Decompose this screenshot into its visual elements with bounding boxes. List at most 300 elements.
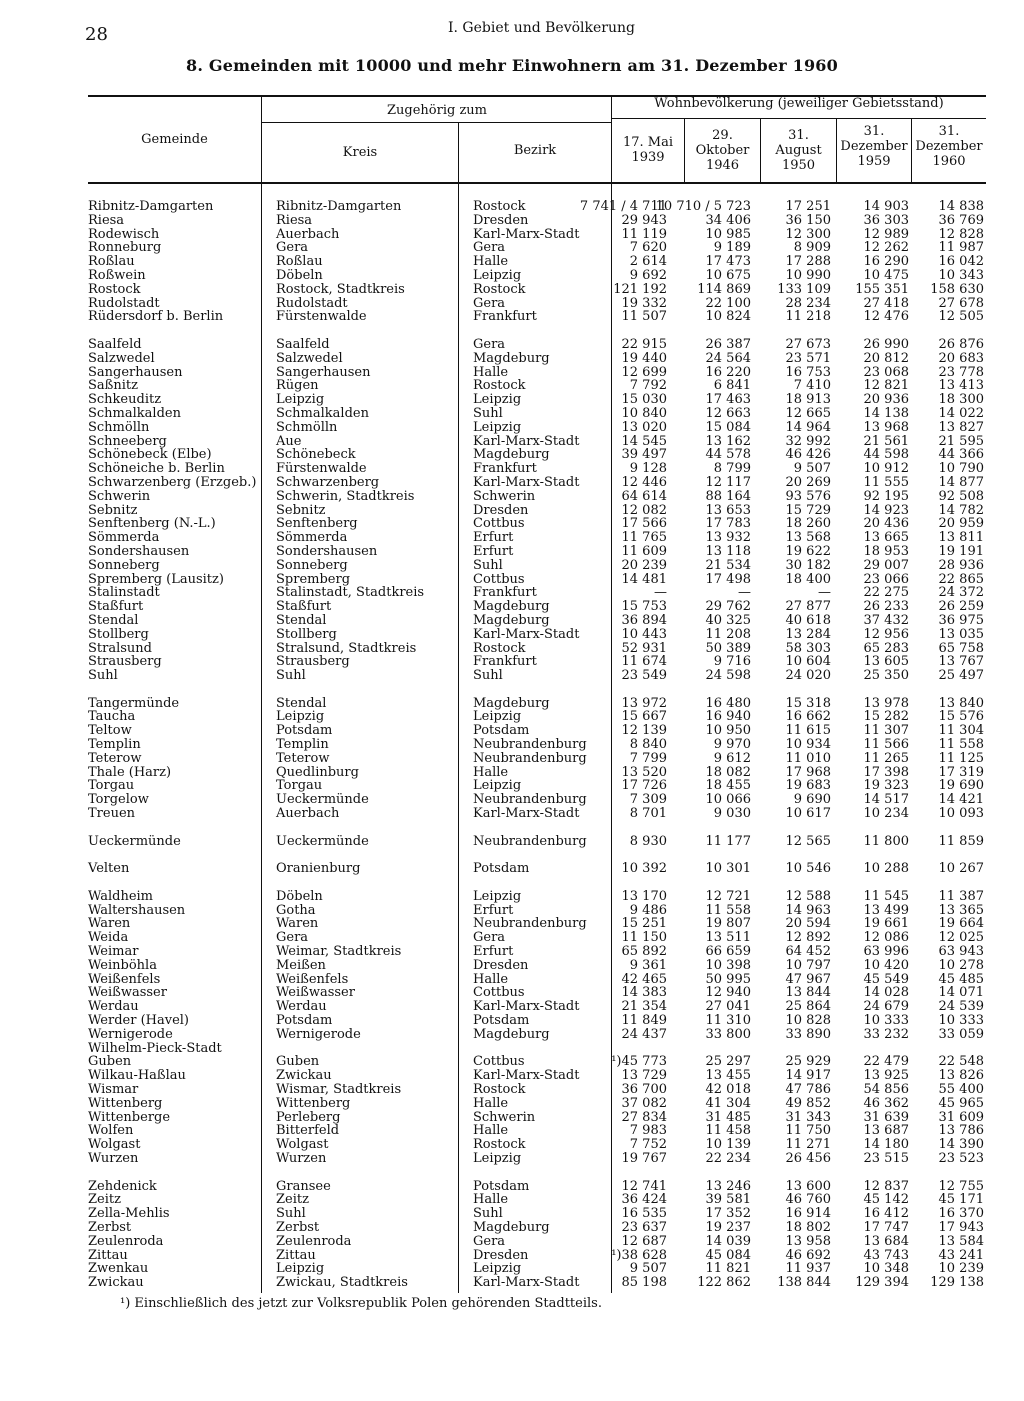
pop-1959-cell: 14 180 [863, 1137, 909, 1153]
header-date-1960: 31. Dezember 1960 [915, 124, 983, 169]
pop-1939-cell: 64 614 [621, 488, 667, 504]
pop-1960-cell: 11 987 [938, 240, 984, 256]
pop-1950-cell: 25 929 [785, 1054, 831, 1070]
pop-1946-cell: 13 653 [705, 502, 751, 518]
pop-1939-cell: 11 119 [621, 226, 667, 242]
pop-1960-cell: 11 304 [938, 723, 984, 739]
gemeinde-cell: Senftenberg (N.-L.) [88, 516, 216, 532]
kreis-cell: Sonneberg [276, 557, 348, 573]
bezirk-cell: Rostock [473, 199, 526, 214]
pop-1939-cell: 36 424 [621, 1192, 667, 1208]
table-row [0, 393, 1024, 407]
pop-1960-cell: 16 042 [938, 254, 984, 270]
bezirk-cell: Cottbus [473, 1054, 525, 1070]
pop-1950-cell: 28 234 [785, 295, 831, 311]
gemeinde-cell: Zwickau [88, 1275, 144, 1291]
pop-1946-cell: 10 675 [705, 267, 751, 283]
pop-1960-cell: 10 790 [938, 461, 984, 477]
gemeinde-cell: Zehdenick [88, 1178, 157, 1194]
group-spacer [0, 821, 1024, 835]
pop-1946-cell: 31 485 [705, 1109, 751, 1125]
pop-1946-cell: 88 164 [705, 488, 751, 504]
pop-1946-cell: 27 041 [705, 999, 751, 1015]
pop-1939-cell: 42 465 [621, 971, 667, 987]
pop-1946-cell: 50 995 [705, 971, 751, 987]
kreis-cell: Zwickau [276, 1068, 332, 1084]
table-title: 8. Gemeinden mit 10000 und mehr Einwohnern am 31. Dezember 1960 [186, 56, 838, 75]
kreis-cell: Suhl [276, 1206, 306, 1222]
kreis-cell: Fürstenwalde [276, 309, 367, 325]
pop-1959-cell: 13 499 [863, 902, 909, 918]
bezirk-cell: Dresden [473, 212, 529, 228]
gemeinde-cell: Saßnitz [88, 378, 138, 394]
pop-1959-cell: 12 989 [863, 226, 909, 242]
header-bezirk: Bezirk [513, 143, 557, 158]
pop-1939-cell: 22 915 [621, 336, 667, 352]
pop-1960-cell: 45 965 [938, 1095, 984, 1111]
pop-1950-cell: 14 964 [785, 419, 831, 435]
pop-1960-cell: 12 828 [938, 226, 984, 242]
header-subrule-zugehoerig [262, 122, 612, 123]
pop-1939-cell: 11 150 [621, 930, 667, 946]
kreis-cell: Sömmerda [276, 530, 348, 546]
pop-1939-cell: 9 486 [629, 902, 667, 918]
table-row [0, 724, 1024, 738]
bezirk-cell: Suhl [473, 1206, 503, 1222]
pop-1939-cell: 17 566 [621, 516, 667, 532]
pop-1939-cell: 11 507 [621, 309, 667, 325]
gemeinde-cell: Wilhelm-Pieck-Stadt [88, 1040, 222, 1056]
kreis-cell: Schmalkalden [276, 405, 369, 421]
bezirk-cell: Gera [473, 295, 506, 311]
pop-1959-cell: 22 479 [863, 1054, 909, 1070]
pop-1950-cell: 16 753 [785, 364, 831, 380]
pop-1960-cell: 17 319 [938, 764, 984, 780]
bezirk-cell: Magdeburg [473, 599, 550, 615]
kreis-cell: Meißen [276, 957, 326, 973]
pop-1950-cell: 58 303 [785, 640, 831, 656]
pop-1959-cell: 13 968 [863, 419, 909, 435]
pop-1950-cell: 31 343 [785, 1109, 831, 1125]
kreis-cell: Stendal [276, 612, 327, 628]
pop-1946-cell: 16 940 [705, 709, 751, 725]
gemeinde-cell: Rostock [88, 281, 141, 297]
pop-1946-cell: 15 084 [705, 419, 751, 435]
gemeinde-cell: Staßfurt [88, 599, 144, 615]
pop-1939-cell: 13 972 [621, 695, 667, 711]
gemeinde-cell: Wilkau-Haßlau [88, 1068, 186, 1084]
bezirk-cell: Dresden [473, 502, 529, 518]
gemeinde-cell: Ribnitz-Damgarten [88, 199, 214, 214]
pop-1946-cell: 10 824 [705, 309, 751, 325]
header-wohnbevoelkerung: Wohnbevölkerung (jeweiliger Gebietsstand) [654, 96, 944, 111]
pop-1950-cell: 11 271 [785, 1137, 831, 1153]
gemeinde-cell: Strausberg [88, 654, 162, 670]
pop-1959-cell: 12 086 [863, 930, 909, 946]
bezirk-cell: Karl-Marx-Stadt [473, 626, 580, 642]
table-row [0, 462, 1024, 476]
pop-1959-cell: 11 800 [863, 833, 909, 849]
pop-1959-cell: 12 837 [863, 1178, 909, 1194]
pop-1960-cell: 19 664 [938, 916, 984, 932]
pop-1939-cell: 12 687 [621, 1233, 667, 1249]
header-bottom-rule [88, 182, 986, 184]
pop-1939-cell: 15 753 [621, 599, 667, 615]
kreis-cell: Senftenberg [276, 516, 358, 532]
pop-1946-cell: 42 018 [705, 1082, 751, 1097]
pop-1946-cell: 33 800 [705, 1026, 751, 1042]
pop-1960-cell: 19 690 [938, 778, 984, 794]
gemeinde-cell: Wernigerode [88, 1026, 173, 1042]
kreis-cell: Döbeln [276, 267, 323, 283]
kreis-cell: Spremberg [276, 571, 351, 587]
table-row [0, 890, 1024, 904]
table-row [0, 1097, 1024, 1111]
bezirk-cell: Neubrandenburg [473, 750, 587, 766]
group-spacer [0, 876, 1024, 890]
pop-1950-cell: 47 786 [785, 1082, 831, 1097]
pop-1946-cell: 17 473 [705, 254, 751, 270]
pop-1950-cell: 19 683 [785, 778, 831, 794]
pop-1959-cell: 19 661 [863, 916, 909, 932]
bezirk-cell: Karl-Marx-Stadt [473, 1275, 580, 1291]
pop-1946-cell: 13 162 [705, 433, 751, 449]
bezirk-cell: Magdeburg [473, 612, 550, 628]
pop-1959-cell: 17 747 [863, 1219, 909, 1235]
page-number: 28 [85, 24, 108, 45]
table-row [0, 255, 1024, 269]
header-gemeinde: Gemeinde [141, 132, 208, 147]
pop-1959-cell: 45 549 [863, 971, 909, 987]
pop-1946-cell: 13 246 [705, 1178, 751, 1194]
pop-1959-cell: 20 812 [863, 350, 909, 366]
bezirk-cell: Magdeburg [473, 695, 550, 711]
pop-1950-cell: 46 692 [785, 1247, 831, 1263]
gemeinde-cell: Sonneberg [88, 557, 160, 573]
pop-1946-cell: 24 564 [705, 350, 751, 366]
pop-1959-cell: 129 394 [855, 1275, 909, 1291]
pop-1959-cell: 12 476 [863, 309, 909, 325]
pop-1946-cell: 13 118 [705, 543, 751, 559]
kreis-cell: Zerbst [276, 1219, 320, 1235]
pop-1939-cell: 8 840 [629, 737, 667, 753]
bezirk-cell: Halle [473, 364, 509, 380]
pop-1946-cell: 12 721 [705, 888, 751, 904]
pop-1960-cell: 13 827 [938, 419, 984, 435]
pop-1950-cell: 49 852 [785, 1095, 831, 1111]
pop-1959-cell: 26 233 [863, 599, 909, 615]
pop-1959-cell: 31 639 [863, 1109, 909, 1125]
gemeinde-cell: Torgelow [88, 792, 149, 808]
bezirk-cell: Schwerin [473, 488, 536, 504]
gemeinde-cell: Waldheim [88, 888, 154, 904]
pop-1959-cell: 11 566 [863, 737, 909, 753]
gemeinde-cell: Schöneiche b. Berlin [88, 461, 225, 477]
table-row [0, 338, 1024, 352]
bezirk-cell: Gera [473, 1233, 506, 1249]
kreis-cell: Strausberg [276, 654, 350, 670]
kreis-cell: Gera [276, 930, 309, 946]
pop-1959-cell: 14 138 [863, 405, 909, 421]
gemeinde-cell: Wolgast [88, 1137, 141, 1153]
kreis-cell: Döbeln [276, 888, 323, 904]
pop-1959-cell: 19 323 [863, 778, 909, 794]
bezirk-cell: Magdeburg [473, 447, 550, 463]
pop-1939-cell: 17 726 [621, 778, 667, 794]
pop-1960-cell: 20 959 [938, 516, 984, 532]
pop-1946-cell: 10 398 [705, 957, 751, 973]
pop-1939-cell: 16 535 [621, 1206, 667, 1222]
bezirk-cell: Karl-Marx-Stadt [473, 226, 580, 242]
table-row [0, 1083, 1024, 1097]
table-row [0, 793, 1024, 807]
pop-1950-cell: 18 260 [785, 516, 831, 532]
pop-1946-cell: 50 389 [705, 640, 751, 656]
pop-1960-cell: 22 548 [938, 1054, 984, 1070]
bezirk-cell: Leipzig [473, 1261, 522, 1277]
kreis-cell: Schmölln [276, 419, 338, 435]
bezirk-cell: Potsdam [473, 723, 530, 739]
pop-1946-cell: 22 234 [705, 1150, 751, 1166]
pop-1959-cell: 12 956 [863, 626, 909, 642]
kreis-cell: Rügen [276, 378, 319, 394]
pop-1950-cell: 46 760 [785, 1192, 831, 1208]
gemeinde-cell: Weißenfels [88, 971, 161, 987]
pop-1960-cell: 14 071 [938, 985, 984, 1001]
pop-1950-cell: 8 909 [793, 240, 831, 256]
pop-1959-cell: 11 545 [863, 888, 909, 904]
pop-1959-cell: 10 912 [863, 461, 909, 477]
pop-1946-cell: 11 458 [705, 1123, 751, 1139]
table-row [0, 1235, 1024, 1249]
gemeinde-cell: Sondershausen [88, 543, 190, 559]
pop-1950-cell: 47 967 [785, 971, 831, 987]
pop-1960-cell: 24 539 [938, 999, 984, 1015]
gemeinde-cell: Weida [88, 930, 129, 946]
pop-1950-cell: 18 802 [785, 1219, 831, 1235]
table-row [0, 1000, 1024, 1014]
bezirk-cell: Potsdam [473, 1178, 530, 1194]
pop-1960-cell: 12 505 [938, 309, 984, 325]
pop-1939-cell: 11 849 [621, 1013, 667, 1029]
bezirk-cell: Magdeburg [473, 1219, 550, 1235]
pop-1939-cell: 9 507 [629, 1261, 667, 1277]
table-row [0, 531, 1024, 545]
pop-1959-cell: 26 990 [863, 336, 909, 352]
pop-1950-cell: 138 844 [777, 1275, 831, 1291]
gemeinde-cell: Stalinstadt [88, 585, 160, 601]
header-subrule-wohnbev [612, 118, 986, 119]
pop-1959-cell: 23 515 [863, 1150, 909, 1166]
bezirk-cell: Dresden [473, 1247, 529, 1263]
pop-1950-cell: 11 615 [785, 723, 831, 739]
bezirk-cell: Halle [473, 1192, 509, 1208]
pop-1939-cell: — [654, 585, 667, 601]
pop-1939-cell: 9 692 [629, 267, 667, 283]
pop-1946-cell: 11 558 [705, 902, 751, 918]
table-row [0, 1249, 1024, 1263]
table-row [0, 614, 1024, 628]
gemeinde-cell: Waltershausen [88, 902, 186, 918]
pop-1950-cell: 15 318 [785, 695, 831, 711]
pop-1946-cell: 10 985 [705, 226, 751, 242]
table-row [0, 421, 1024, 435]
pop-1939-cell: 36 700 [621, 1082, 667, 1097]
table-row [0, 297, 1024, 311]
bezirk-cell: Rostock [473, 378, 526, 394]
pop-1939-cell: ¹)38 628 [611, 1247, 667, 1263]
pop-1946-cell: 18 455 [705, 778, 751, 794]
pop-1950-cell: 33 890 [785, 1026, 831, 1042]
pop-1960-cell: 13 584 [938, 1233, 984, 1249]
bezirk-cell: Dresden [473, 957, 529, 973]
gemeinde-cell: Sömmerda [88, 530, 160, 546]
pop-1959-cell: 15 282 [863, 709, 909, 725]
kreis-cell: Ueckermünde [276, 833, 369, 849]
pop-1960-cell: 13 826 [938, 1068, 984, 1084]
gemeinde-cell: Zeitz [88, 1192, 121, 1208]
pop-1939-cell: 12 741 [621, 1178, 667, 1194]
pop-1959-cell: 16 412 [863, 1206, 909, 1222]
table-row [0, 352, 1024, 366]
pop-1960-cell: 21 595 [938, 433, 984, 449]
bezirk-cell: Frankfurt [473, 309, 537, 325]
kreis-cell: Leipzig [276, 392, 325, 408]
table-row [0, 973, 1024, 987]
pop-1950-cell: 20 269 [785, 474, 831, 490]
pop-1950-cell: 15 729 [785, 502, 831, 518]
pop-1959-cell: 11 265 [863, 750, 909, 766]
pop-1950-cell: 10 990 [785, 267, 831, 283]
pop-1959-cell: 45 142 [863, 1192, 909, 1208]
bezirk-cell: Karl-Marx-Stadt [473, 806, 580, 822]
pop-1946-cell: 122 862 [697, 1275, 751, 1291]
pop-1946-cell: 19 237 [705, 1219, 751, 1235]
kreis-cell: Waren [276, 916, 319, 932]
table-row [0, 573, 1024, 587]
pop-1959-cell: 11 307 [863, 723, 909, 739]
gemeinde-cell: Schmölln [88, 419, 150, 435]
table-row [0, 200, 1024, 214]
bezirk-cell: Potsdam [473, 1013, 530, 1029]
gemeinde-cell: Rudolstadt [88, 295, 160, 311]
bezirk-cell: Halle [473, 971, 509, 987]
pop-1959-cell: 23 068 [863, 364, 909, 380]
table-row [0, 545, 1024, 559]
gemeinde-cell: Torgau [88, 778, 135, 794]
pop-1946-cell: 10 066 [705, 792, 751, 808]
pop-1959-cell: 63 996 [863, 944, 909, 960]
pop-1950-cell: — [818, 585, 831, 601]
pop-1939-cell: 19 440 [621, 350, 667, 366]
pop-1939-cell: 85 198 [621, 1275, 667, 1291]
table-row [0, 504, 1024, 518]
pop-1939-cell: 29 943 [621, 212, 667, 228]
pop-1946-cell: 10 301 [705, 861, 751, 877]
gemeinde-cell: Schkeuditz [88, 392, 162, 408]
header-date-1950: 31. August 1950 [775, 128, 822, 173]
gemeinde-cell: Schmalkalden [88, 405, 181, 421]
pop-1946-cell: 66 659 [705, 944, 751, 960]
pop-1950-cell: 13 568 [785, 530, 831, 546]
pop-1960-cell: 158 630 [930, 281, 984, 297]
pop-1946-cell: 9 030 [713, 806, 751, 822]
pop-1946-cell: 45 084 [705, 1247, 751, 1263]
pop-1939-cell: 7 799 [629, 750, 667, 766]
pop-1960-cell: 13 786 [938, 1123, 984, 1139]
bezirk-cell: Suhl [473, 668, 503, 684]
pop-1939-cell: 39 497 [621, 447, 667, 463]
pop-1959-cell: 14 923 [863, 502, 909, 518]
bezirk-cell: Cottbus [473, 516, 525, 532]
table-row [0, 1180, 1024, 1194]
pop-1959-cell: 22 275 [863, 585, 909, 601]
kreis-cell: Rostock, Stadtkreis [276, 281, 405, 297]
footnote: ¹) Einschließlich des jetzt zur Volksrepublik Polen gehörenden Stadtteils. [120, 1296, 602, 1311]
gemeinde-cell: Roßlau [88, 254, 135, 270]
pop-1946-cell: 44 578 [705, 447, 751, 463]
kreis-cell: Suhl [276, 668, 306, 684]
pop-1939-cell: 7 983 [629, 1123, 667, 1139]
bezirk-cell: Suhl [473, 557, 503, 573]
group-spacer [0, 1166, 1024, 1180]
pop-1959-cell: 155 351 [855, 281, 909, 297]
gemeinde-cell: Wittenberge [88, 1109, 171, 1125]
pop-1939-cell: 12 082 [621, 502, 667, 518]
bezirk-cell: Cottbus [473, 985, 525, 1001]
kreis-cell: Schwarzenberg [276, 474, 380, 490]
kreis-cell: Leipzig [276, 1261, 325, 1277]
pop-1959-cell: 20 436 [863, 516, 909, 532]
pop-1959-cell: 44 598 [863, 447, 909, 463]
pop-1946-cell: 11 177 [705, 833, 751, 849]
gemeinde-cell: Stollberg [88, 626, 149, 642]
gemeinde-cell: Zerbst [88, 1219, 132, 1235]
pop-1950-cell: 13 844 [785, 985, 831, 1001]
table-row [0, 807, 1024, 821]
pop-1939-cell: 19 767 [621, 1150, 667, 1166]
pop-1950-cell: 19 622 [785, 543, 831, 559]
table-row [0, 283, 1024, 297]
kreis-cell: Zeitz [276, 1192, 309, 1208]
pop-1950-cell: 40 618 [785, 612, 831, 628]
pop-1950-cell: 16 914 [785, 1206, 831, 1222]
pop-1939-cell: 2 614 [629, 254, 667, 270]
pop-1950-cell: 10 617 [785, 806, 831, 822]
pop-1946-cell: 13 932 [705, 530, 751, 546]
bezirk-cell: Schwerin [473, 1109, 536, 1125]
gemeinde-cell: Ueckermünde [88, 833, 181, 849]
bezirk-cell: Halle [473, 254, 509, 270]
table-row [0, 1193, 1024, 1207]
table-row [0, 241, 1024, 255]
pop-1950-cell: 11 218 [785, 309, 831, 325]
pop-1959-cell: 12 821 [863, 378, 909, 394]
pop-1959-cell: 14 517 [863, 792, 909, 808]
pop-1960-cell: 55 400 [938, 1082, 984, 1097]
pop-1950-cell: 14 963 [785, 902, 831, 918]
gemeinde-cell: Teltow [88, 723, 132, 739]
table-row [0, 1055, 1024, 1069]
pop-1939-cell: 36 894 [621, 612, 667, 628]
pop-1950-cell: 11 937 [785, 1261, 831, 1277]
pop-1960-cell: 13 035 [938, 626, 984, 642]
table-row [0, 1069, 1024, 1083]
bezirk-cell: Gera [473, 930, 506, 946]
pop-1939-cell: 13 170 [621, 888, 667, 904]
kreis-cell: Sebnitz [276, 502, 326, 518]
bezirk-cell: Erfurt [473, 944, 514, 960]
